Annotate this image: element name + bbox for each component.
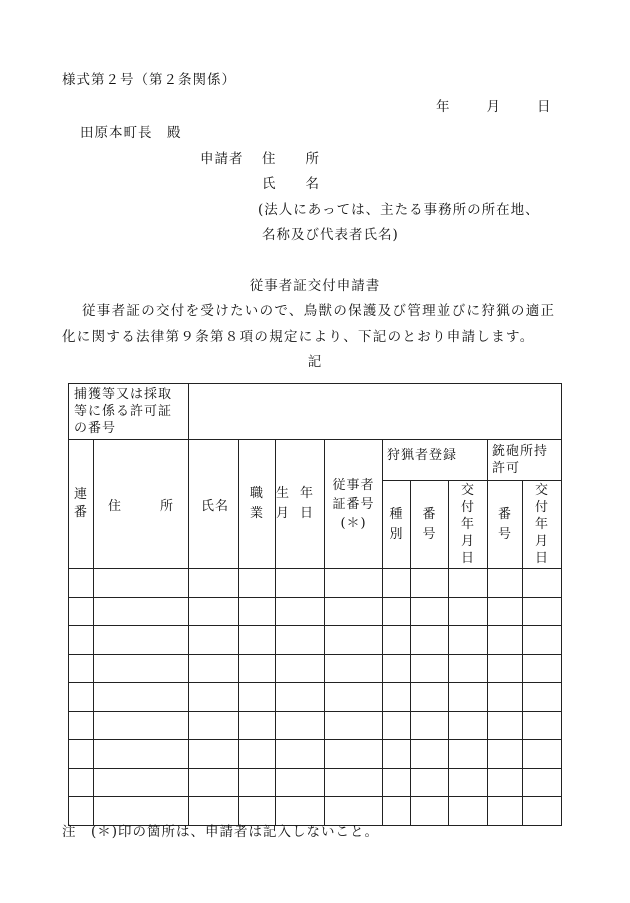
table-cell[interactable] bbox=[383, 569, 411, 598]
table-cell[interactable] bbox=[488, 711, 523, 740]
date-day: 日 bbox=[537, 99, 552, 115]
table-cell[interactable] bbox=[383, 597, 411, 626]
table-cell[interactable] bbox=[69, 654, 94, 683]
table-cell[interactable] bbox=[325, 683, 383, 712]
table-cell[interactable] bbox=[523, 711, 562, 740]
table-cell[interactable] bbox=[488, 597, 523, 626]
table-cell[interactable] bbox=[411, 597, 449, 626]
footnote: 注 (＊)印の箇所は、申請者は記入しないこと。 bbox=[62, 824, 380, 840]
occupation-header: 職業 bbox=[239, 440, 276, 569]
table-cell[interactable] bbox=[94, 683, 189, 712]
table-cell[interactable] bbox=[239, 740, 276, 769]
permit-number-label: 捕獲等又は採取等に係る許可証の番号 bbox=[69, 384, 189, 440]
table-cell[interactable] bbox=[523, 797, 562, 826]
table-cell[interactable] bbox=[325, 569, 383, 598]
table-cell[interactable] bbox=[189, 654, 239, 683]
table-cell[interactable] bbox=[523, 597, 562, 626]
table-cell[interactable] bbox=[383, 711, 411, 740]
table-cell[interactable] bbox=[523, 740, 562, 769]
corporation-note-line1: (法人にあっては、主たる事務所の所在地、 bbox=[258, 202, 540, 218]
table-cell[interactable] bbox=[383, 683, 411, 712]
table-cell[interactable] bbox=[276, 569, 325, 598]
applicant-label: 申請者 bbox=[200, 151, 244, 167]
body-text-line2: 化に関する法律第９条第８項の規定により、下記のとおり申請します。 bbox=[62, 329, 535, 345]
table-cell[interactable] bbox=[69, 597, 94, 626]
table-cell[interactable] bbox=[411, 711, 449, 740]
birthdate-header: 生年 月日 bbox=[276, 440, 325, 569]
table-cell[interactable] bbox=[488, 797, 523, 826]
table-cell[interactable] bbox=[449, 569, 488, 598]
table-cell[interactable] bbox=[69, 683, 94, 712]
table-cell[interactable] bbox=[239, 768, 276, 797]
table-cell[interactable] bbox=[239, 597, 276, 626]
table-row bbox=[69, 626, 562, 655]
table-cell[interactable] bbox=[94, 768, 189, 797]
table-cell[interactable] bbox=[488, 740, 523, 769]
hunter-registration-header: 狩猟者登録 bbox=[383, 440, 488, 481]
gun-issue-date-header: 交付年月日 bbox=[523, 481, 562, 569]
table-cell[interactable] bbox=[276, 768, 325, 797]
serial-header: 連 番 bbox=[69, 440, 94, 569]
table-cell[interactable] bbox=[94, 654, 189, 683]
table-cell[interactable] bbox=[276, 740, 325, 769]
table-cell[interactable] bbox=[411, 654, 449, 683]
table-row bbox=[69, 654, 562, 683]
gun-permit-header: 銃砲所持許可 bbox=[488, 440, 562, 481]
table-row bbox=[69, 597, 562, 626]
table-cell[interactable] bbox=[449, 626, 488, 655]
hunter-number-header: 番号 bbox=[411, 481, 449, 569]
applicant-address-label: 住 所 bbox=[262, 151, 320, 167]
table-cell[interactable] bbox=[189, 711, 239, 740]
table-cell[interactable] bbox=[523, 569, 562, 598]
table-cell[interactable] bbox=[411, 569, 449, 598]
table-cell[interactable] bbox=[449, 797, 488, 826]
table-cell[interactable] bbox=[383, 797, 411, 826]
form-number: 様式第２号（第２条関係） bbox=[62, 72, 236, 88]
table-cell[interactable] bbox=[239, 654, 276, 683]
table-cell[interactable] bbox=[523, 654, 562, 683]
table-cell[interactable] bbox=[189, 740, 239, 769]
table-cell[interactable] bbox=[383, 626, 411, 655]
table-cell[interactable] bbox=[189, 569, 239, 598]
table-cell[interactable] bbox=[325, 740, 383, 769]
table-cell[interactable] bbox=[449, 740, 488, 769]
table-row bbox=[69, 711, 562, 740]
table-cell[interactable] bbox=[449, 711, 488, 740]
table-cell[interactable] bbox=[189, 768, 239, 797]
table-row bbox=[69, 683, 562, 712]
table-cell[interactable] bbox=[239, 626, 276, 655]
table-cell[interactable] bbox=[488, 683, 523, 712]
table-cell[interactable] bbox=[69, 740, 94, 769]
application-table bbox=[68, 383, 562, 826]
date-year: 年 bbox=[436, 99, 451, 115]
table-row bbox=[69, 740, 562, 769]
table-cell[interactable] bbox=[325, 711, 383, 740]
table-cell[interactable] bbox=[449, 597, 488, 626]
table-cell[interactable] bbox=[488, 626, 523, 655]
gun-number-header: 番号 bbox=[488, 481, 523, 569]
table-cell[interactable] bbox=[411, 797, 449, 826]
table-cell[interactable] bbox=[488, 654, 523, 683]
addressee: 田原本町長 殿 bbox=[80, 125, 182, 141]
table-cell[interactable] bbox=[276, 683, 325, 712]
date-line bbox=[436, 95, 552, 115]
name-header: 氏 名 bbox=[189, 440, 239, 569]
table-cell[interactable] bbox=[276, 597, 325, 626]
table-cell[interactable] bbox=[325, 768, 383, 797]
table-cell[interactable] bbox=[325, 654, 383, 683]
body-text-line1: 従事者証の交付を受けたいので、鳥獣の保護及び管理並びに狩猟の適正 bbox=[82, 303, 556, 319]
table-cell[interactable] bbox=[69, 626, 94, 655]
table-cell[interactable] bbox=[383, 768, 411, 797]
applicant-name-label: 氏 名 bbox=[262, 176, 320, 192]
table-row bbox=[69, 569, 562, 598]
table-cell[interactable] bbox=[523, 683, 562, 712]
table-cell[interactable] bbox=[411, 626, 449, 655]
date-month: 月 bbox=[486, 99, 501, 115]
table-cell[interactable] bbox=[189, 683, 239, 712]
table-cell[interactable] bbox=[69, 711, 94, 740]
table-cell[interactable] bbox=[411, 768, 449, 797]
table-cell[interactable] bbox=[69, 768, 94, 797]
table-cell[interactable] bbox=[239, 683, 276, 712]
ki-heading: 記 bbox=[307, 354, 323, 370]
table-row bbox=[69, 768, 562, 797]
table-cell[interactable] bbox=[325, 597, 383, 626]
table-cell[interactable] bbox=[94, 711, 189, 740]
table-cell[interactable] bbox=[523, 626, 562, 655]
table-cell[interactable] bbox=[239, 569, 276, 598]
table-cell[interactable] bbox=[189, 626, 239, 655]
table-cell[interactable] bbox=[449, 654, 488, 683]
entry-rows bbox=[69, 569, 562, 826]
table-cell[interactable] bbox=[94, 740, 189, 769]
table-cell[interactable] bbox=[325, 626, 383, 655]
table-cell[interactable] bbox=[449, 768, 488, 797]
table-cell[interactable] bbox=[449, 683, 488, 712]
cert-number-header: 従事者証番号(＊) bbox=[325, 440, 383, 569]
table-cell[interactable] bbox=[276, 711, 325, 740]
table-cell[interactable] bbox=[383, 654, 411, 683]
table-cell[interactable] bbox=[94, 626, 189, 655]
permit-number-field[interactable] bbox=[189, 384, 562, 440]
table-cell[interactable] bbox=[488, 768, 523, 797]
table-cell[interactable] bbox=[411, 740, 449, 769]
table-cell[interactable] bbox=[69, 569, 94, 598]
table-cell[interactable] bbox=[94, 597, 189, 626]
table-cell[interactable] bbox=[239, 711, 276, 740]
corporation-note-line2: 名称及び代表者氏名) bbox=[262, 227, 399, 243]
table-cell[interactable] bbox=[383, 740, 411, 769]
document-title: 従事者証交付申請書 bbox=[249, 278, 381, 294]
table-cell[interactable] bbox=[189, 597, 239, 626]
hunter-issue-date-header: 交付年月日 bbox=[449, 481, 488, 569]
table-cell[interactable] bbox=[523, 768, 562, 797]
table-cell[interactable] bbox=[276, 654, 325, 683]
hunter-type-header: 種別 bbox=[383, 481, 411, 569]
table-cell[interactable] bbox=[276, 626, 325, 655]
table-cell[interactable] bbox=[94, 569, 189, 598]
table-cell[interactable] bbox=[411, 683, 449, 712]
table-cell[interactable] bbox=[488, 569, 523, 598]
address-header: 住 所 bbox=[94, 440, 189, 569]
